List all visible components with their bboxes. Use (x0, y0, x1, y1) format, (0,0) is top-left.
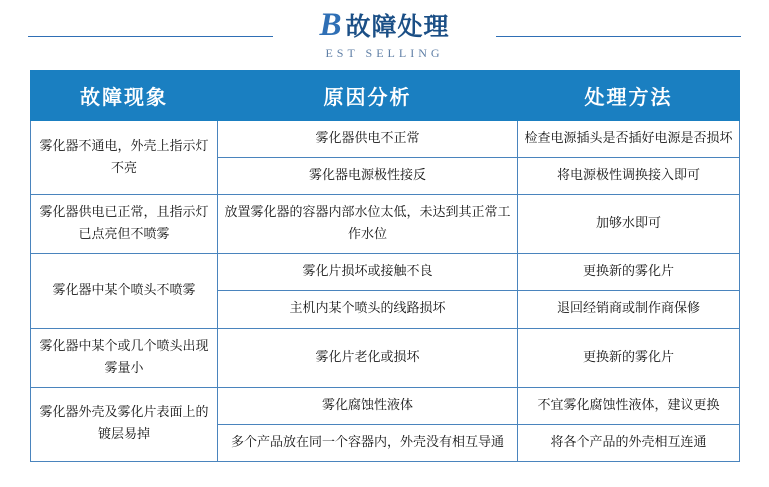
cell-cause: 放置雾化器的容器内部水位太低，未达到其正常工作水位 (218, 195, 518, 254)
cell-solution: 将各个产品的外壳相互连通 (518, 424, 740, 461)
column-header-cause: 原因分析 (218, 71, 518, 121)
cell-cause: 雾化器供电不正常 (218, 121, 518, 158)
cell-solution: 检查电源插头是否插好电源是否损坏 (518, 121, 740, 158)
cell-solution: 将电源极性调换接入即可 (518, 158, 740, 195)
cell-cause: 雾化片老化或损坏 (218, 328, 518, 387)
table-body (31, 121, 740, 462)
cell-cause: 主机内某个喷头的线路损坏 (218, 291, 518, 328)
table-row (31, 121, 740, 158)
table-row (31, 387, 740, 424)
brand-monogram: B (319, 7, 342, 43)
cell-phenomenon: 雾化器外壳及雾化片表面上的镀层易掉 (31, 387, 218, 461)
cell-phenomenon: 雾化器不通电，外壳上指示灯不亮 (31, 121, 218, 195)
table-header (31, 71, 740, 121)
cell-solution: 更换新的雾化片 (518, 254, 740, 291)
cell-solution: 加够水即可 (518, 195, 740, 254)
page-header (0, 0, 769, 70)
table-container (0, 70, 769, 462)
column-header-phenomenon: 故障现象 (31, 71, 218, 121)
cell-cause: 雾化片损坏或接触不良 (218, 254, 518, 291)
column-header-solution: 处理方法 (518, 71, 740, 121)
header-rule-right (496, 36, 741, 37)
cell-solution: 退回经销商或制作商保修 (518, 291, 740, 328)
page-subtitle: EST SELLING (325, 46, 444, 60)
table-row (31, 195, 740, 254)
fault-handling-table (30, 70, 740, 462)
cell-cause: 雾化器电源极性接反 (218, 158, 518, 195)
header-center (305, 9, 463, 61)
table-header-row (31, 71, 740, 121)
cell-solution: 更换新的雾化片 (518, 328, 740, 387)
cell-phenomenon: 雾化器中某个或几个喷头出现雾量小 (31, 328, 218, 387)
cell-cause: 雾化腐蚀性液体 (218, 387, 518, 424)
cell-phenomenon: 雾化器供电已正常，且指示灯已点亮但不喷雾 (31, 195, 218, 254)
table-row (31, 254, 740, 291)
cell-cause: 多个产品放在同一个容器内，外壳没有相互导通 (218, 424, 518, 461)
header-title-line (319, 9, 449, 42)
cell-solution: 不宜雾化腐蚀性液体，建议更换 (518, 387, 740, 424)
header-rule-left (28, 36, 273, 37)
table-row (31, 328, 740, 387)
page-title: 故障处理 (345, 12, 450, 41)
cell-phenomenon: 雾化器中某个喷头不喷雾 (31, 254, 218, 328)
